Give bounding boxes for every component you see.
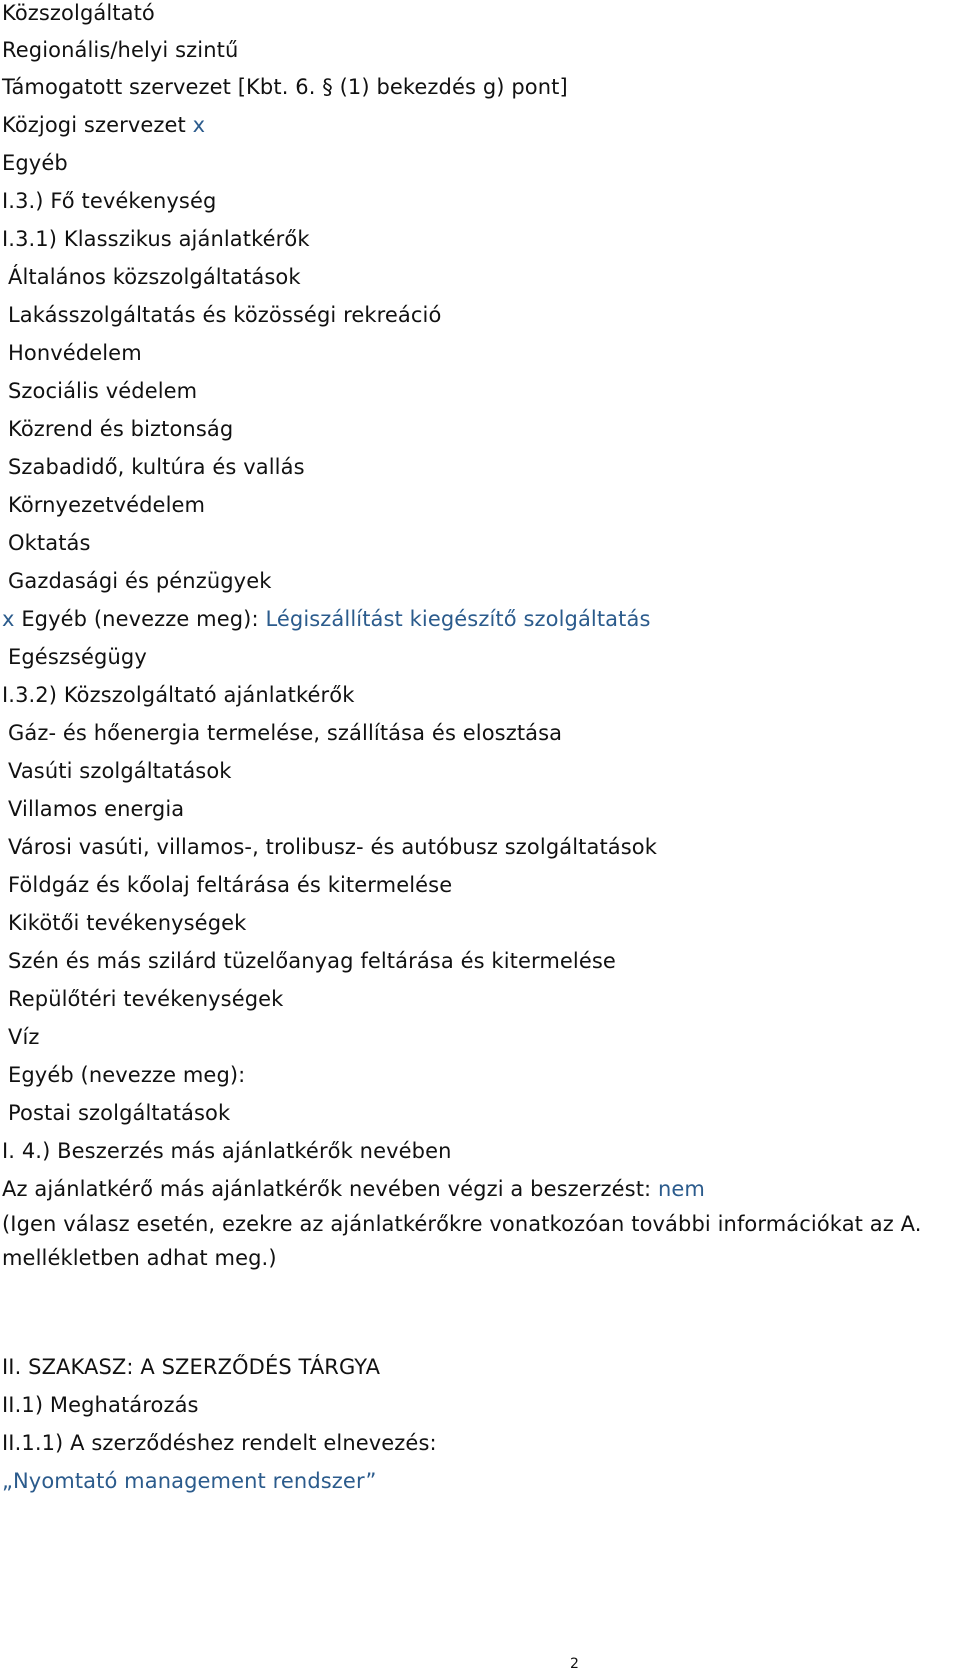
item-honvedelem: Honvédelem — [8, 341, 142, 365]
heading-szakasz-ii: II. SZAKASZ: A SZERZŐDÉS TÁRGYA — [2, 1355, 381, 1379]
egyeb-value: Légiszállítást kiegészítő szolgáltatás — [265, 607, 651, 631]
item-varosi: Városi vasúti, villamos-, trolibusz- és autóbusz szolgáltatások — [8, 835, 658, 859]
line-regionalis: Regionális/helyi szintű — [2, 38, 239, 62]
item-kikotoi: Kikötői tevékenységek — [8, 911, 247, 935]
heading-beszerzes: I. 4.) Beszerzés más ajánlatkérők nevében — [2, 1139, 452, 1163]
line-beszerzes-kerdes — [2, 1176, 705, 1202]
line-igen-valasz-note: (Igen válasz esetén, ezekre az ajánlatkérőkre vonatkozóan további információkat az A. mellékletben adhat meg.) — [2, 1212, 922, 1270]
heading-klasszikus: I.3.1) Klasszikus ajánlatkérők — [2, 227, 310, 251]
item-egyeb-klasszikus — [2, 606, 651, 632]
item-szen: Szén és más szilárd tüzelőanyag feltárása és kitermelése — [8, 949, 616, 973]
egyeb-mark: x — [2, 607, 15, 631]
item-egeszsegugy: Egészségügy — [8, 645, 147, 669]
item-szocialis: Szociális védelem — [8, 379, 198, 403]
item-oktatas: Oktatás — [8, 531, 91, 555]
item-szabadido: Szabadidő, kultúra és vallás — [8, 455, 305, 479]
item-lakas: Lakásszolgáltatás és közösségi rekreáció — [8, 303, 442, 327]
page-number: 2 — [570, 1656, 579, 1672]
beszerzes-label: Az ajánlatkérő más ajánlatkérők nevében végzi a beszerzést: — [2, 1177, 652, 1201]
item-gaz: Gáz- és hőenergia termelése, szállítása és elosztása — [8, 721, 563, 745]
item-egyeb-kozszolgaltato: Egyéb (nevezze meg): — [8, 1063, 246, 1087]
egyeb-label: Egyéb (nevezze meg): — [21, 607, 259, 631]
item-postai: Postai szolgáltatások — [8, 1101, 231, 1125]
heading-fo-tevekenyseg: I.3.) Fő tevékenység — [2, 189, 217, 213]
line-egyeb: Egyéb — [2, 151, 68, 175]
contract-title-value: „Nyomtató management rendszer” — [2, 1469, 377, 1493]
heading-kozszolgaltato: I.3.2) Közszolgáltató ajánlatkérők — [2, 683, 355, 707]
item-foldgaz: Földgáz és kőolaj feltárása és kitermelése — [8, 873, 453, 897]
heading-meghatarozas: II.1) Meghatározás — [2, 1393, 199, 1417]
item-villamos: Villamos energia — [8, 797, 185, 821]
line-tamogatott-szervezet: Támogatott szervezet [Kbt. 6. § (1) bekezdés g) pont] — [2, 75, 568, 99]
item-viz: Víz — [8, 1025, 40, 1049]
kozjogi-label: Közjogi szervezet — [2, 113, 186, 137]
item-vasuti: Vasúti szolgáltatások — [8, 759, 232, 783]
kozjogi-mark: x — [192, 113, 206, 137]
line-kozjogi-szervezet — [2, 112, 205, 138]
item-altalanos: Általános közszolgáltatások — [8, 265, 301, 289]
beszerzes-value: nem — [658, 1177, 705, 1201]
line-kozszolgaltato: Közszolgáltató — [2, 1, 155, 25]
heading-elnevezes: II.1.1) A szerződéshez rendelt elnevezés: — [2, 1431, 437, 1455]
item-kornyezet: Környezetvédelem — [8, 493, 206, 517]
item-repuloteri: Repülőtéri tevékenységek — [8, 987, 284, 1011]
item-kozrend: Közrend és biztonság — [8, 417, 234, 441]
item-gazdasagi: Gazdasági és pénzügyek — [8, 569, 272, 593]
